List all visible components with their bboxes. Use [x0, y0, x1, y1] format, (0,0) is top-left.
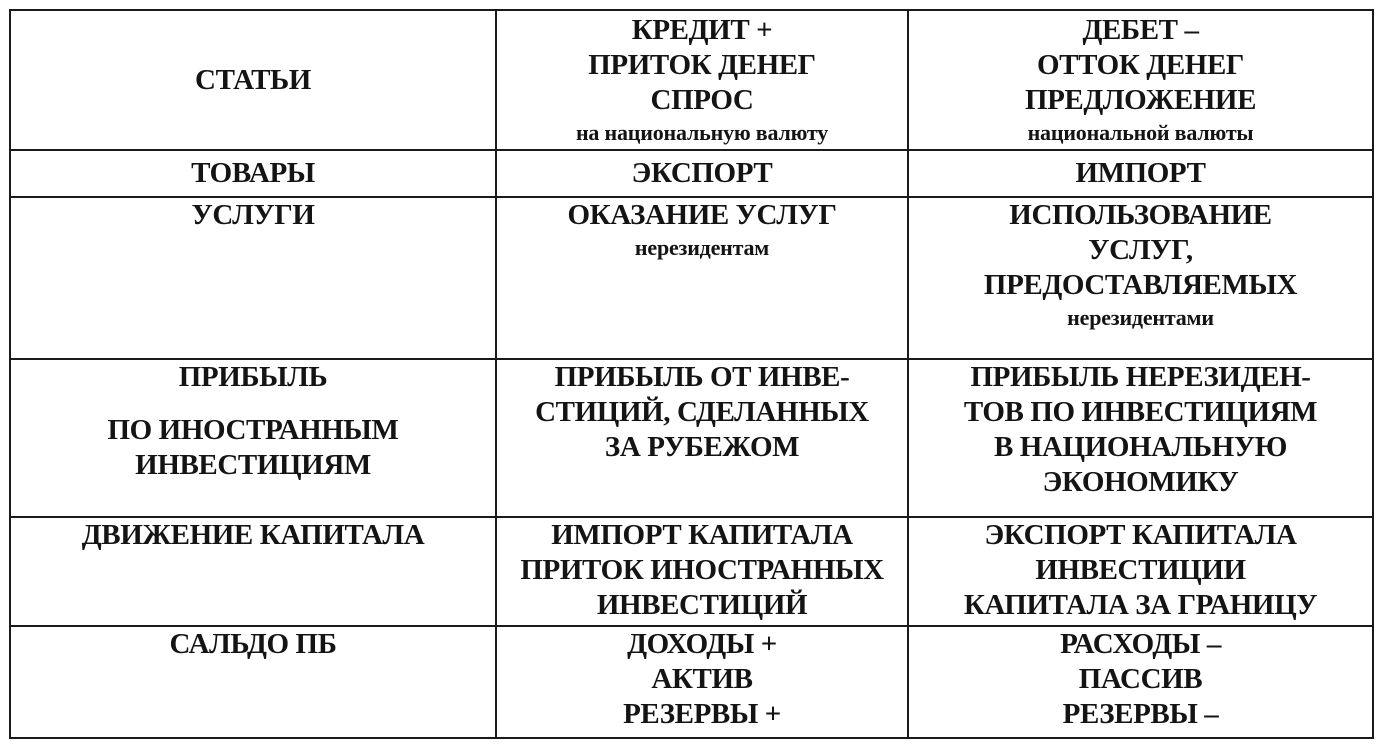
- goods-debit-text: ИМПОРТ: [1075, 156, 1206, 189]
- saldo-debit-line1: РАСХОДЫ –: [1060, 627, 1221, 660]
- goods-credit-cell: [496, 150, 908, 196]
- header-items-cell: [10, 10, 496, 150]
- profit-item-line2: ПО ИНОСТРАННЫМ: [107, 413, 399, 446]
- capital-credit-line3: ИНВЕСТИЦИЙ: [596, 589, 808, 622]
- goods-item-label: ТОВАРЫ: [191, 156, 315, 189]
- capital-item-label: ДВИЖЕНИЕ КАПИТАЛА: [81, 519, 425, 552]
- services-credit-line1: ОКАЗАНИЕ УСЛУГ: [567, 198, 837, 231]
- capital-debit-line2: ИНВЕСТИЦИИ: [1035, 554, 1246, 587]
- profit-debit-line2: ТОВ ПО ИНВЕСТИЦИЯМ: [963, 395, 1318, 428]
- saldo-credit-line2: АКТИВ: [651, 662, 753, 695]
- services-debit-cell: [908, 197, 1373, 359]
- profit-credit-cell: [496, 359, 908, 517]
- capital-debit-line3: КАПИТАЛА ЗА ГРАНИЦУ: [963, 589, 1318, 622]
- capital-credit-line2: ПРИТОК ИНОСТРАННЫХ: [520, 554, 884, 587]
- goods-item-cell: [10, 150, 496, 196]
- header-credit-cell: [496, 10, 908, 150]
- header-debit-line2: ОТТОК ДЕНЕГ: [1037, 48, 1244, 81]
- header-credit-line1: КРЕДИТ +: [631, 13, 773, 46]
- table-row-saldo: [10, 626, 1373, 738]
- saldo-credit-line1: ДОХОДЫ +: [627, 627, 777, 660]
- balance-of-payments-table: [9, 9, 1374, 739]
- profit-debit-line3: В НАЦИОНАЛЬНУЮ: [994, 430, 1287, 463]
- capital-credit-line1: ИМПОРТ КАПИТАЛА: [551, 519, 853, 552]
- saldo-debit-cell: [908, 626, 1373, 738]
- capital-debit-line1: ЭКСПОРТ КАПИТАЛА: [984, 519, 1297, 552]
- table-row-profit: [10, 359, 1373, 517]
- table-header-row: [10, 10, 1373, 150]
- saldo-credit-line3: РЕЗЕРВЫ +: [623, 697, 781, 730]
- services-item-cell: [10, 197, 496, 359]
- saldo-item-label: САЛЬДО ПБ: [169, 627, 337, 660]
- capital-debit-cell: [908, 517, 1373, 625]
- header-items-label: СТАТЬИ: [195, 63, 311, 96]
- profit-debit-cell: [908, 359, 1373, 517]
- goods-debit-cell: [908, 150, 1373, 196]
- capital-item-cell: [10, 517, 496, 625]
- profit-item-line1: ПРИБЫЛЬ: [178, 360, 328, 393]
- profit-debit-line4: ЭКОНОМИКУ: [1042, 465, 1239, 498]
- header-debit-cell: [908, 10, 1373, 150]
- header-debit-note: национальной валюты: [1027, 119, 1254, 145]
- goods-credit-text: ЭКСПОРТ: [631, 156, 773, 189]
- saldo-credit-cell: [496, 626, 908, 738]
- profit-item-spacer: [17, 395, 489, 413]
- profit-item-cell: [10, 359, 496, 517]
- capital-credit-cell: [496, 517, 908, 625]
- table-row-services: [10, 197, 1373, 359]
- saldo-debit-line3: РЕЗЕРВЫ –: [1062, 697, 1219, 730]
- table-row-goods: [10, 150, 1373, 196]
- header-debit-line3: ПРЕДЛОЖЕНИЕ: [1024, 83, 1257, 116]
- profit-credit-line3: ЗА РУБЕЖОМ: [604, 430, 800, 463]
- header-credit-line3: СПРОС: [650, 83, 754, 116]
- header-credit-line2: ПРИТОК ДЕНЕГ: [588, 48, 816, 81]
- saldo-debit-line2: ПАССИВ: [1078, 662, 1203, 695]
- services-debit-note: нерезидентами: [1067, 304, 1214, 330]
- services-credit-cell: [496, 197, 908, 359]
- header-credit-note: на национальную валюту: [575, 119, 829, 145]
- header-debit-line1: ДЕБЕТ –: [1082, 13, 1199, 46]
- services-item-label: УСЛУГИ: [191, 198, 315, 231]
- services-debit-line3: ПРЕДОСТАВЛЯЕМЫХ: [983, 268, 1298, 301]
- services-credit-note: нерезидентам: [634, 234, 770, 260]
- table-row-capital: [10, 517, 1373, 625]
- services-debit-line1: ИСПОЛЬЗОВАНИЕ: [1009, 198, 1272, 231]
- profit-credit-line2: СТИЦИЙ, СДЕЛАННЫХ: [535, 395, 869, 428]
- profit-credit-line1: ПРИБЫЛЬ ОТ ИНВЕ-: [554, 360, 850, 393]
- profit-item-line3: ИНВЕСТИЦИЯМ: [135, 448, 371, 481]
- services-debit-line2: УСЛУГ,: [1088, 233, 1193, 266]
- profit-debit-line1: ПРИБЫЛЬ НЕРЕЗИДЕН-: [970, 360, 1311, 393]
- saldo-item-cell: [10, 626, 496, 738]
